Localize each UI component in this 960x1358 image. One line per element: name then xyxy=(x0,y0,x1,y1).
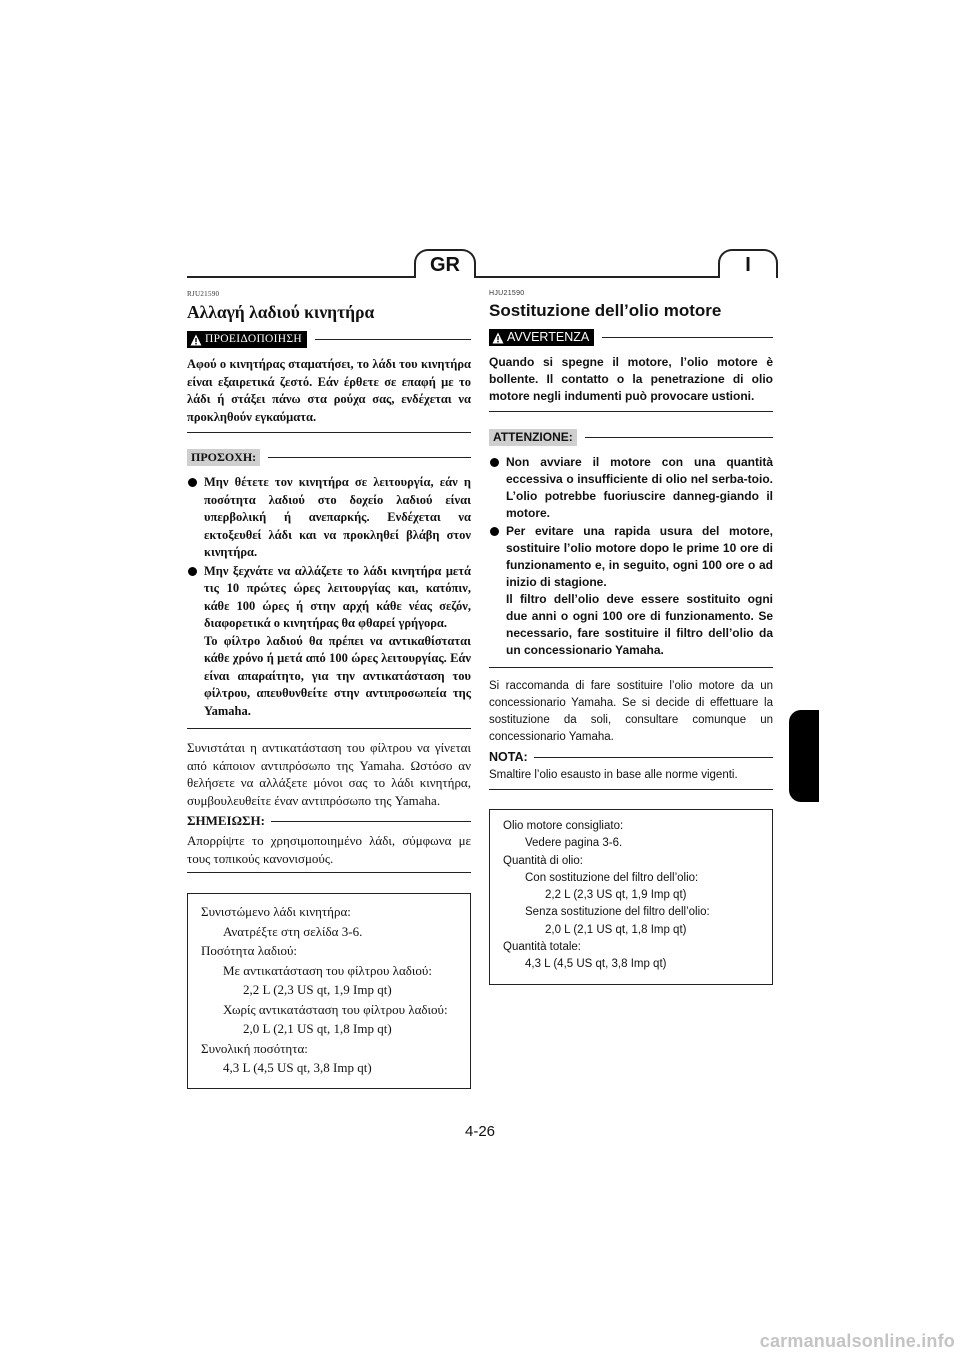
language-tab-gr: GR xyxy=(414,249,476,278)
warning-badge xyxy=(187,331,307,348)
spec-line: 2,0 L (2,1 US qt, 1,8 Imp qt) xyxy=(545,923,687,936)
spec-box xyxy=(489,809,773,985)
list-item: Μην ξεχνάτε να αλλάζετε το λάδι κινητήρα μετά τις 10 πρώτες ώρες λειτουργίας και, κατόπιν, κάθε 100 ώρες ή στην αρχή κάθε νέας σεζόν, διαφορετικά ο κινητήρας θα φθαρεί γρήγορα. Το φίλτρο λαδιού θα πρέπει να αντικαθίσταται κάθε χρόνο ή μετά από 100 ώρες λειτουργίας. Εάν είναι απαραίτητο, για την αντικατάσταση του φίλτρου, απευθυνθείτε στην αντιπροσωπεία της Yamaha. xyxy=(187,563,471,721)
spec-line: Χωρίς αντικατάσταση του φίλτρου λαδιού: xyxy=(223,1001,448,1017)
warning-triangle-icon xyxy=(190,334,202,346)
greek-column xyxy=(187,290,471,1089)
spec-line: Senza sostituzione del filtro dell’olio: xyxy=(525,906,710,919)
list-item: Μην θέτετε τον κινητήρα σε λειτουργία, εάν η ποσότητα λαδιού στο δοχείο λαδιού είναι υπερβολική ή ανεπαρκής. Ενδέχεται να εκτοξευθεί λάδι και να προκληθεί βλάβη στον κινητήρα. xyxy=(187,474,471,562)
section-code: RJU21590 xyxy=(187,290,220,298)
warning-text: Αφού ο κινητήρας σταματήσει, το λάδι του κινητήρα είναι εξαιρετικά ζεστό. Εάν έρθετε σε επαφή με το λάδι ή στάξει πάνω στα ρούχα σας, ενδέχεται να προκληθούν εγκαύματα. xyxy=(187,356,471,433)
body-paragraph: Συνιστάται η αντικατάσταση του φίλτρου να γίνεται από κάποιον αντιπρόσωπο της Yamaha. Ωστόσο αν θελήσετε να αλλάξετε μόνοι σας το λάδι κινητήρα, συμβουλευθείτε έναν αντιπρόσωπο της Yamaha. xyxy=(187,740,471,808)
spec-line: Συνιστώμενο λάδι κινητήρα: xyxy=(201,904,351,919)
chapter-tab xyxy=(789,710,819,802)
spec-line: Quantità totale: xyxy=(503,941,581,954)
spec-line: Quantità di olio: xyxy=(503,854,583,867)
spec-line: Olio motore consigliato: xyxy=(503,820,624,832)
bullet-icon xyxy=(490,458,499,467)
spec-line: Με αντικατάσταση του φίλτρου λαδιού: xyxy=(223,962,432,978)
warning-triangle-icon xyxy=(492,332,504,344)
list-item: Non avviare il motore con una quantità eccessiva o insufficiente di olio nel serba-toio. L’olio potrebbe fuoriuscire danneg-giando il motore. xyxy=(489,454,773,522)
bullet-icon xyxy=(490,527,499,536)
body-paragraph: Si raccomanda di fare sostituire l’olio motore da un concessionario Yamaha. Se si decide di effettuare la sostituzione da soli, consultare comunque un concessionario Yamaha. xyxy=(489,680,773,743)
caution-header xyxy=(489,429,773,446)
note-header xyxy=(187,813,471,829)
spec-line: 4,3 L (4,5 US qt, 3,8 Imp qt) xyxy=(223,1060,372,1075)
spec-line: 2,2 L (2,3 US qt, 1,9 Imp qt) xyxy=(545,889,687,902)
note-text: Απορρίψτε το χρησιμοποιημένο λάδι, σύμφωνα με τους τοπικούς κανονισμούς. xyxy=(187,832,471,873)
spec-line: 2,0 L (2,1 US qt, 1,8 Imp qt) xyxy=(243,1021,392,1036)
spec-line: Ανατρέξτε στη σελίδα 3-6. xyxy=(223,923,363,939)
spec-line: Συνολική ποσότητα: xyxy=(201,1040,308,1056)
warning-header xyxy=(489,329,773,346)
caution-badge: ΠΡΟΣΟΧΗ: xyxy=(187,449,260,466)
spec-line: Vedere pagina 3-6. xyxy=(525,837,623,850)
caution-header xyxy=(187,449,471,466)
warning-text: Quando si spegne il motore, l’olio motore è bollente. Il contatto o la penetrazione di olio motore negli indumenti può provocare ustioni. xyxy=(489,354,773,412)
warning-badge xyxy=(489,329,594,346)
warning-label: AVVERTENZA xyxy=(507,330,590,344)
watermark: carmanualsonline.info xyxy=(759,1331,955,1351)
page-number: 4-26 xyxy=(464,1123,496,1140)
spec-line: Ποσότητα λαδιού: xyxy=(201,943,297,958)
section-title: Αλλαγή λαδιού κινητήρα xyxy=(187,302,375,322)
caution-subnote: Il filtro dell’olio deve essere sostituito ogni due anni o ogni 100 ore di funzionamento. Se necessario, fare sostituire il filtro dell’olio da un concessionario Yamaha. xyxy=(506,592,773,657)
bullet-icon xyxy=(188,567,197,576)
note-label: NOTA: xyxy=(489,750,528,764)
header-rule xyxy=(187,276,774,278)
caution-subnote: Το φίλτρο λαδιού θα πρέπει να αντικαθίσταται κάθε χρόνο ή μετά από 100 ώρες λειτουργίας. Εάν είναι απαραίτητο, για την αντικατάσταση του φίλτρου, απευθυνθείτε στην αντιπροσωπεία της Yamaha. xyxy=(204,633,471,718)
section-code: HJU21590 xyxy=(489,290,525,297)
caution-badge: ATTENZIONE: xyxy=(489,429,577,446)
warning-header xyxy=(187,331,471,348)
language-tab-i: I xyxy=(718,249,778,278)
italian-column xyxy=(489,290,773,985)
warning-label: ΠΡΟΕΙΔΟΠΟΙΗΣΗ xyxy=(205,333,302,345)
spec-line: 4,3 L (4,5 US qt, 3,8 Imp qt) xyxy=(525,958,667,971)
spec-line: 2,2 L (2,3 US qt, 1,9 Imp qt) xyxy=(243,982,392,997)
caution-block xyxy=(187,474,471,729)
note-header xyxy=(489,750,773,764)
spec-box xyxy=(187,893,471,1089)
caution-block xyxy=(489,454,773,668)
list-item: Per evitare una rapida usura del motore, sostituire l’olio motore dopo le prime 10 ore di funzionamento e, in seguito, ogni 100 ore o ad inizio di stagione. Il filtro dell’olio deve essere sostituito ogni due anni o ogni 100 ore di funzionamento. Se necessario, fare sostituire il filtro dell’olio da un concessionario Yamaha. xyxy=(489,523,773,659)
note-text: Smaltire l’olio esausto in base alle norme vigenti. xyxy=(489,767,773,790)
section-title: Sostituzione dell’olio motore xyxy=(489,301,722,320)
note-label: ΣΗΜΕΙΩΣΗ: xyxy=(187,813,265,828)
bullet-icon xyxy=(188,478,197,487)
spec-line: Con sostituzione del filtro dell’olio: xyxy=(525,871,699,884)
